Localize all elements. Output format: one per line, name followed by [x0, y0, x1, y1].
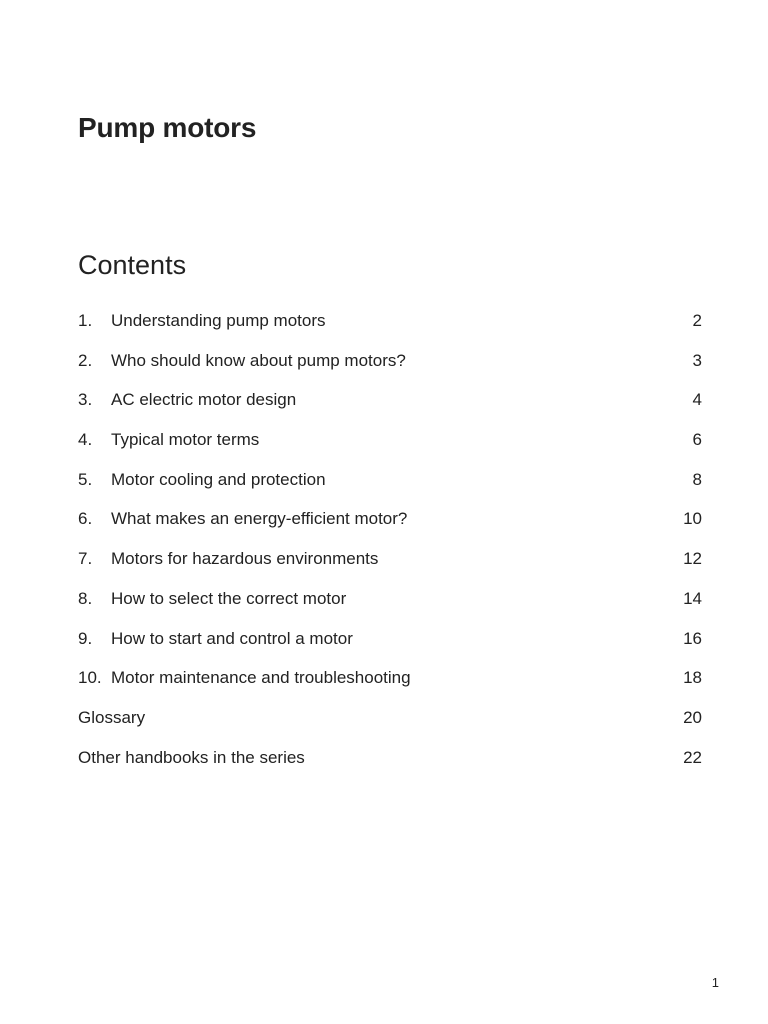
toc-entry-other-handbooks: [78, 739, 702, 779]
toc-entry-title: How to start and control a motor: [111, 628, 353, 648]
toc-entry-5: [78, 461, 702, 501]
toc-entry-page: 14: [683, 588, 702, 608]
toc-entry-number: 3.: [78, 390, 93, 410]
toc-entry-number: 5.: [78, 469, 93, 489]
toc-entry-7: [78, 540, 702, 580]
toc-entry-title: Typical motor terms: [111, 430, 260, 450]
toc-entry-1: [78, 302, 702, 342]
toc-entry-title: How to select the correct motor: [111, 588, 347, 608]
toc-entry-page: 22: [683, 747, 702, 767]
toc-entry-title: Motor maintenance and troubleshooting: [111, 668, 411, 688]
toc-entry-title: AC electric motor design: [111, 390, 297, 410]
toc-entry-glossary: [78, 699, 702, 739]
toc-entry-page: 18: [683, 668, 702, 688]
table-of-contents: [78, 302, 702, 778]
toc-entry-title: Motors for hazardous environments: [111, 549, 379, 569]
toc-entry-page: 3: [692, 350, 702, 370]
toc-entry-number: 10.: [78, 668, 102, 688]
toc-entry-title: What makes an energy-efficient motor?: [111, 509, 408, 529]
toc-entry-4: [78, 421, 702, 461]
toc-entry-number: 6.: [78, 509, 93, 529]
toc-entry-number: 2.: [78, 350, 93, 370]
toc-entry-page: 4: [692, 390, 702, 410]
toc-entry-title: Glossary: [78, 707, 146, 727]
document-title: Pump motors: [78, 112, 257, 143]
toc-entry-title: Motor cooling and protection: [111, 469, 326, 489]
toc-entry-page: 6: [692, 430, 702, 450]
toc-entry-title: Other handbooks in the series: [78, 747, 305, 767]
toc-entry-page: 12: [683, 549, 702, 569]
toc-entry-9: [78, 620, 702, 660]
toc-entry-page: 8: [692, 469, 702, 489]
toc-entry-3: [78, 381, 702, 421]
toc-entry-number: 4.: [78, 430, 93, 450]
toc-entry-page: 2: [692, 311, 702, 330]
toc-entry-10: [78, 659, 702, 699]
toc-entry-8: [78, 580, 702, 620]
page-number: 1: [711, 975, 719, 990]
toc-entry-2: [78, 342, 702, 382]
toc-entry-page: 10: [683, 509, 702, 529]
toc-entry-number: 1.: [78, 311, 93, 330]
toc-entry-title: Who should know about pump motors?: [111, 350, 406, 370]
contents-heading: Contents: [78, 250, 187, 280]
toc-entry-6: [78, 500, 702, 540]
toc-entry-number: 8.: [78, 588, 93, 608]
toc-entry-page: 20: [683, 707, 702, 727]
toc-entry-title: Understanding pump motors: [111, 311, 326, 330]
toc-entry-number: 9.: [78, 628, 93, 648]
toc-entry-page: 16: [683, 628, 702, 648]
toc-entry-number: 7.: [78, 549, 93, 569]
